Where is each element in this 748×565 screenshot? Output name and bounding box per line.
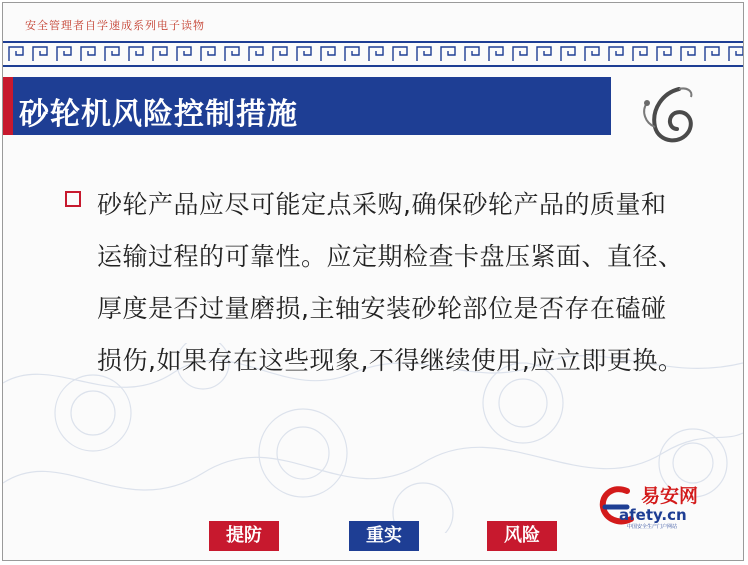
body-paragraph: 砂轮产品应尽可能定点采购,确保砂轮产品的质量和运输过程的可靠性。应定期检查卡盘压紧面、直径、厚度是否过量磨损,主轴安装砂轮部位是否存在磕碰损伤,如果存在这些现象,不得继续使用,应立即更换。 [97,190,684,375]
title-bar [3,77,611,135]
title-accent-stripe [3,77,13,135]
logo-name: 易安网 [641,485,699,507]
series-caption: 安全管理者自学速成系列电子读物 [25,19,205,32]
nav-button-zhongshi[interactable]: 重实 [349,521,419,551]
decorative-band [3,39,743,69]
swirl-ornament-icon [635,83,705,153]
logo-subtitle: 中国安全生产门户网站 [627,524,678,530]
site-logo [597,479,715,531]
nav-button-fengxian[interactable]: 风险 [487,521,557,551]
bullet-square-icon [65,191,81,207]
slide-frame [2,2,744,561]
nav-button-tifang[interactable]: 提防 [209,521,279,551]
page-title: 砂轮机风险控制措施 [19,97,298,132]
logo-domain: afety.cn [619,506,687,524]
